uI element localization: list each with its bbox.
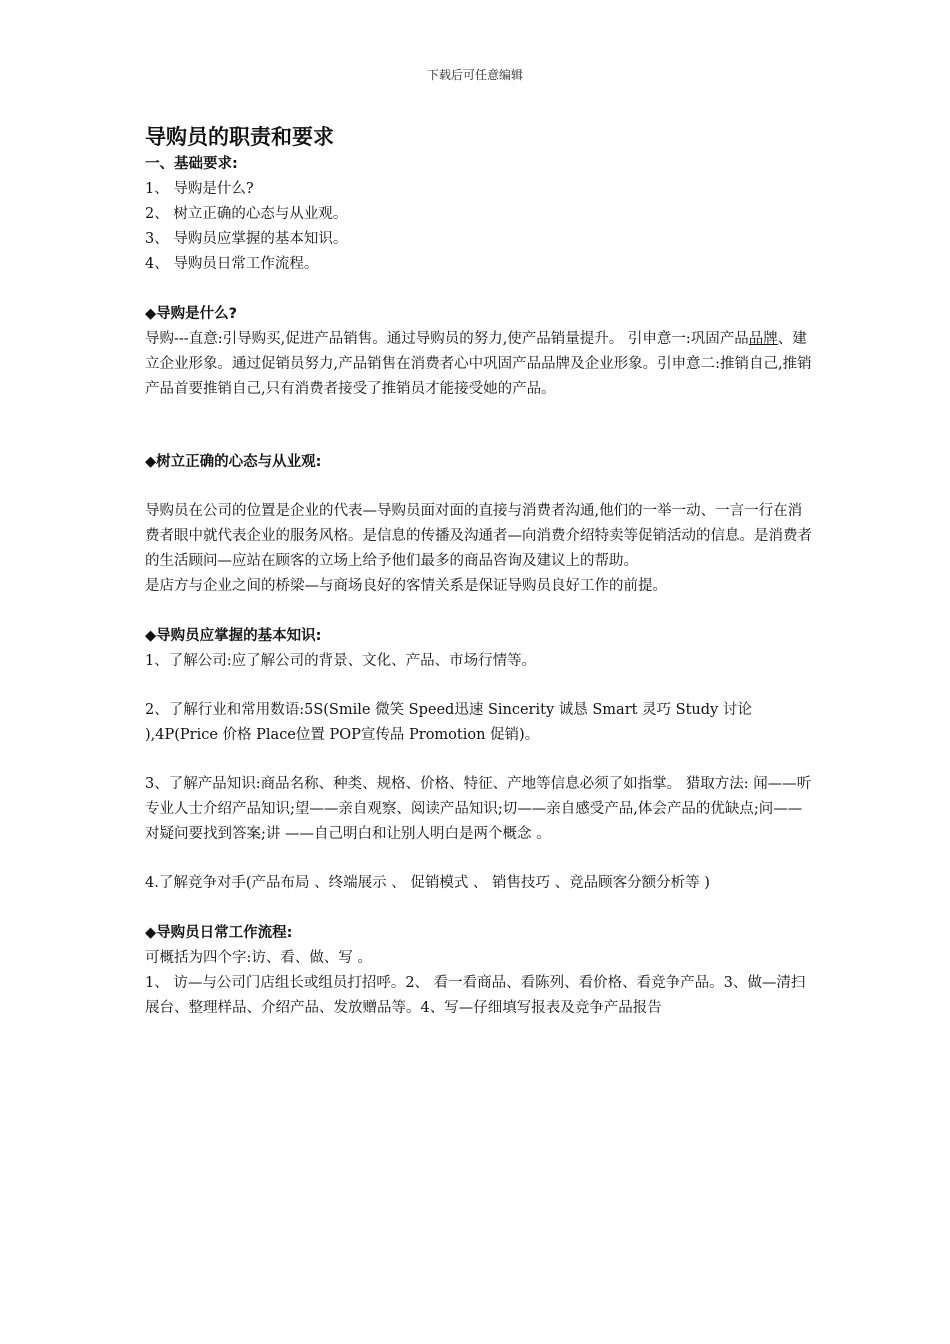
page-header-note: 下载后可任意编辑 — [426, 68, 523, 82]
section-paragraph: 是店方与企业之间的桥梁—与商场良好的客情关系是保证导购员良好工作的前提。 — [145, 578, 667, 594]
document-body — [145, 122, 815, 1021]
list-item: 4、 导购员日常工作流程。 — [145, 256, 319, 272]
section-heading-mindset: ◆树立正确的心态与从业观: — [145, 454, 322, 470]
section-paragraph: 4.了解竞争对手(产品布局 、终端展示 、 促销模式 、 销售技巧 、竞品顾客分额分析等 ) — [145, 875, 710, 891]
list-item: 2、 树立正确的心态与从业观。 — [145, 206, 348, 222]
section-paragraph — [145, 327, 815, 402]
paragraph-text: 导购---直意:引导购买,促进产品销售。通过导购员的努力,使产品销量提升。 引申意一:巩固产品 — [145, 331, 749, 347]
section-paragraph: 可概括为四个字:访、看、做、写 。 — [145, 950, 372, 966]
section-heading-daily-workflow: ◆导购员日常工作流程: — [145, 925, 293, 941]
section-paragraph: 导购员在公司的位置是企业的代表—导购员面对面的直接与消费者沟通,他们的一举一动、一言一行在消费者眼中就代表企业的服务风格。是信息的传播及沟通者—向消费介绍特卖等促销活动的信息。是消费者的生活顾问—应站在顾客的立场上给予他们最多的商品咨询及建议上的帮助。 — [145, 503, 812, 569]
section-paragraph: 1、了解公司:应了解公司的背景、文化、产品、市场行情等。 — [145, 653, 537, 669]
paragraph-text: 、建立企业形象。通过促销员努力,产品销售在消费者心中巩固产品品牌及企业形象。引申意二:推销自己,推销产品首要推销自己,只有消费者接受了推销员才能接受她的产品。 — [145, 331, 812, 397]
list-item: 3、 导购员应掌握的基本知识。 — [145, 231, 348, 247]
section-paragraph: 2、了解行业和常用数语:5S(Smile 微笑 Speed迅速 Sincerity 诚恳 Smart 灵巧 Study 讨论 ),4P(Price 价格 Place位置 POP宣传品 Promotion 促销)。 — [145, 702, 752, 743]
section-paragraph: 1、 访—与公司门店组长或组员打招呼。2、 看一看商品、看陈列、看价格、看竞争产品。3、做—清扫展台、整理样品、介绍产品、发放赠品等。4、写—仔细填写报表及竞争产品报告 — [145, 975, 806, 1016]
basic-requirements-heading: 一、基础要求: — [145, 156, 238, 172]
section-paragraph: 3、了解产品知识:商品名称、种类、规格、价格、特征、产地等信息必须了如指掌。 猎取方法: 闻——听专业人士介绍产品知识;望——亲自观察、阅读产品知识;切——亲自感受产品,体会产品的优缺点;问——对疑问要找到答案;讲 ——自己明白和让别人明白是两个概念 。 — [145, 776, 812, 842]
list-item: 1、 导购是什么? — [145, 181, 254, 197]
brand-link[interactable]: 品牌 — [748, 331, 778, 347]
section-heading-what-is-guide: ◆导购是什么? — [145, 306, 238, 322]
document-title: 导购员的职责和要求 — [145, 125, 334, 149]
section-heading-knowledge: ◆导购员应掌握的基本知识: — [145, 628, 322, 644]
